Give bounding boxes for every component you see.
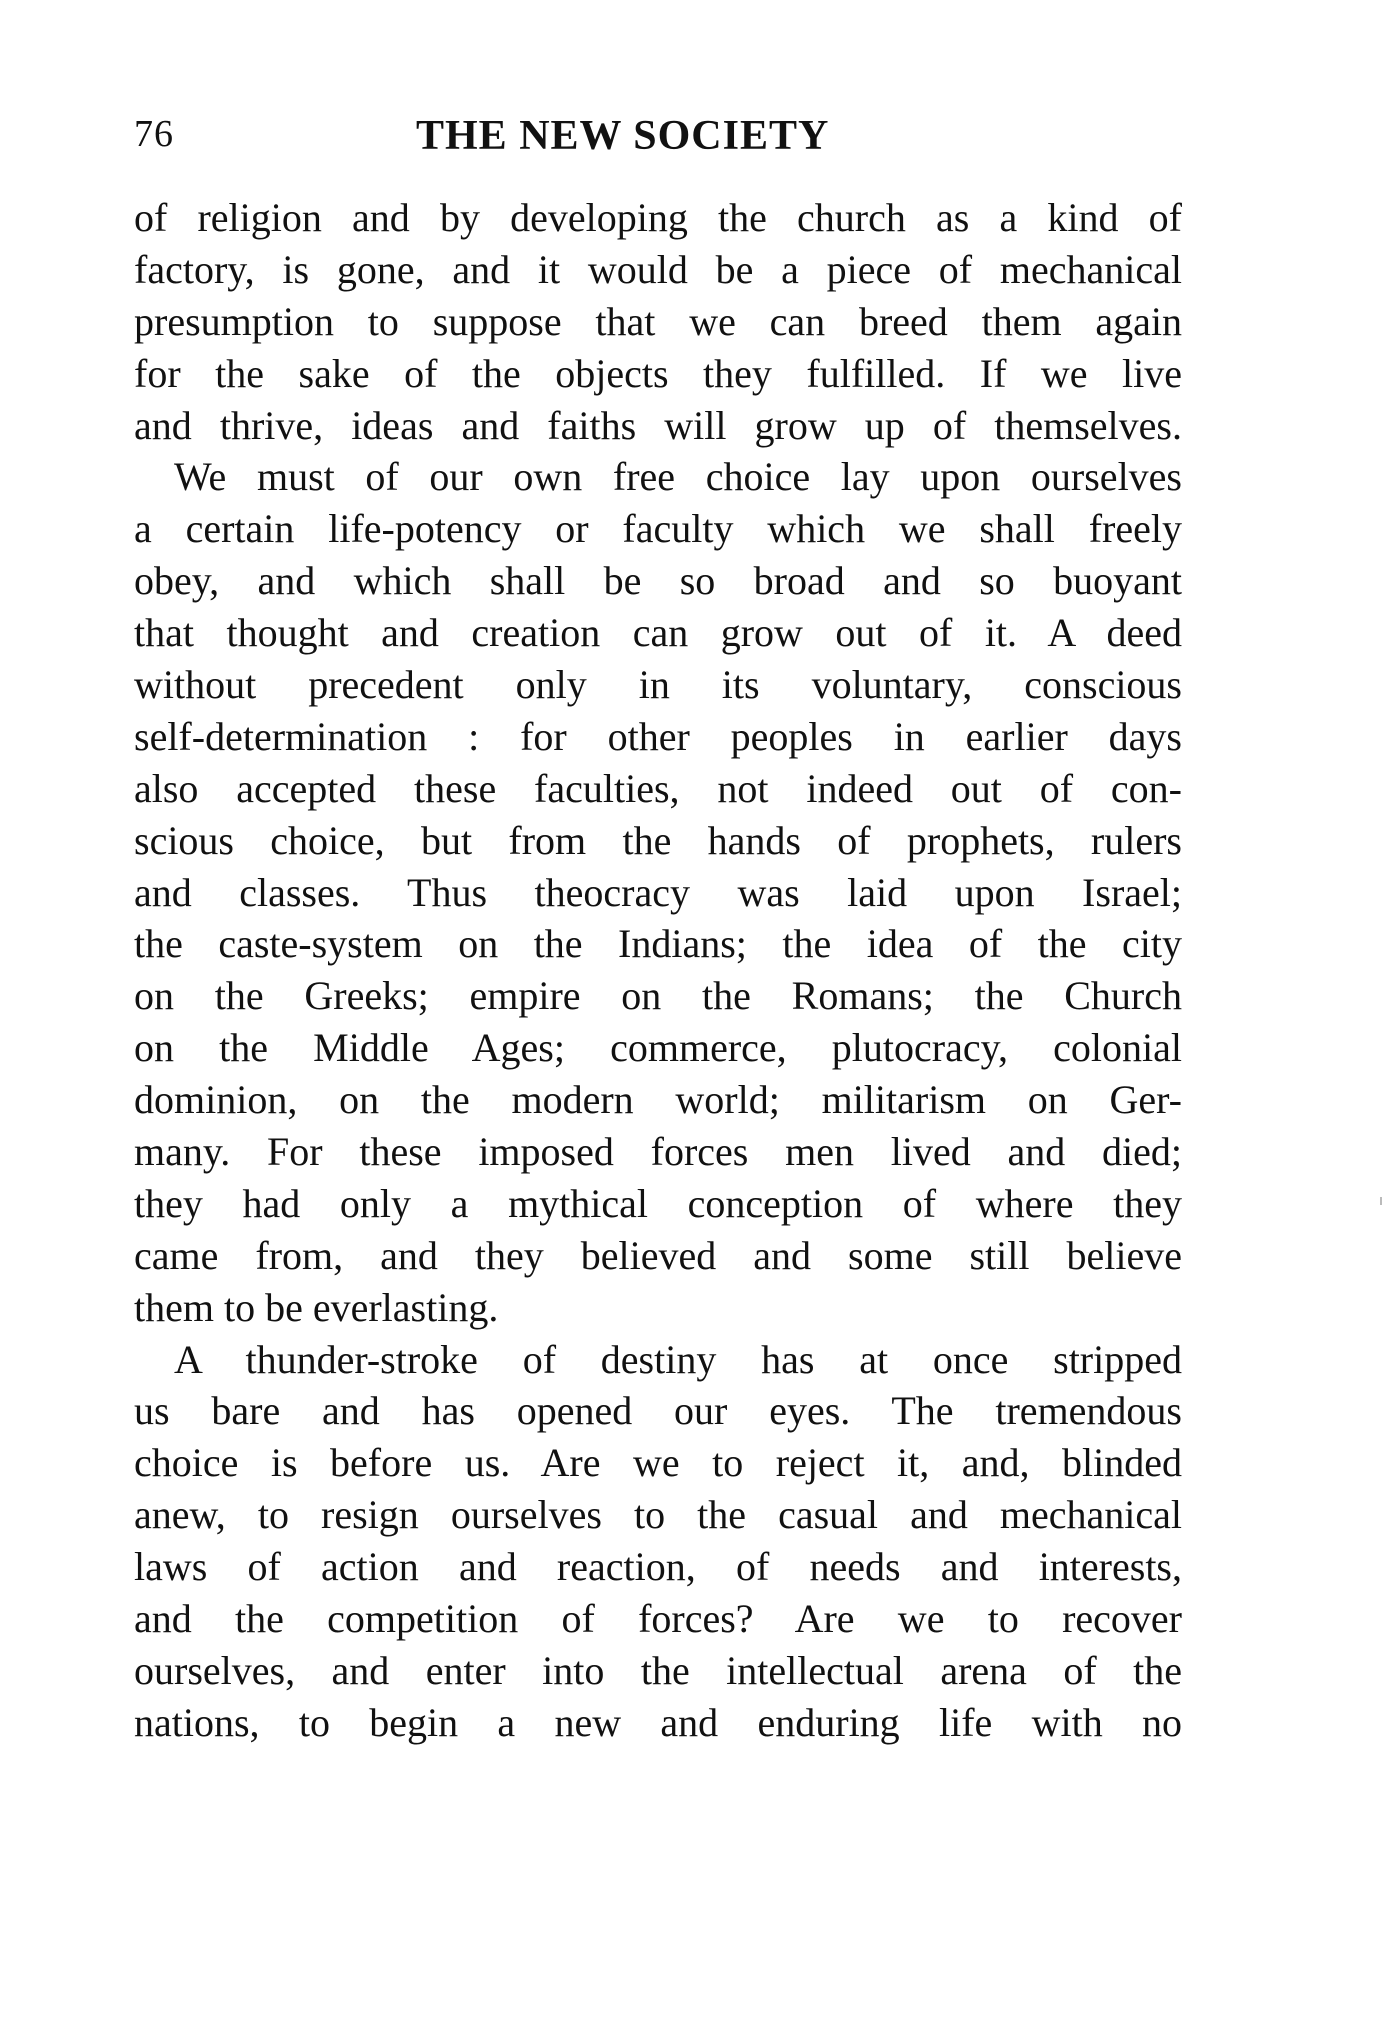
text-line: presumption to suppose that we can breed them again [134,298,1182,344]
page-number: 76 [134,113,174,155]
text-line: factory, is gone, and it would be a piece of mechanical [134,246,1182,292]
text-line: and the competition of forces? Are we to recover [134,1596,1182,1642]
text-line: A thunder-stroke of destiny has at once stripped [174,1336,1182,1382]
text-line: on the Middle Ages; commerce, plutocracy, colonial [134,1025,1182,1071]
text-line: on the Greeks; empire on the Romans; the Church [134,973,1182,1019]
text-line: that thought and creation can grow out of it. A deed [134,610,1182,656]
text-line: the caste-system on the Indians; the idea of the city [134,921,1182,967]
text-line: came from, and they believed and some still believe [134,1232,1182,1278]
text-line: many. For these imposed forces men lived and died; [134,1129,1182,1175]
text-line: ourselves, and enter into the intellectual arena of the [134,1647,1182,1693]
text-line: choice is before us. Are we to reject it, and, blinded [134,1440,1182,1486]
text-line: and classes. Thus theocracy was laid upon Israel; [134,869,1182,915]
text-line: also accepted these faculties, not indeed out of con- [134,765,1182,811]
text-line: anew, to resign ourselves to the casual and mechanical [134,1492,1182,1538]
text-line: a certain life-potency or faculty which we shall freely [134,506,1182,552]
text-line: laws of action and reaction, of needs and interests, [134,1544,1182,1590]
text-line: them to be everlasting. [134,1284,499,1330]
text-line: nations, to begin a new and enduring life with no [134,1699,1182,1745]
text-line: obey, and which shall be so broad and so buoyant [134,558,1182,604]
text-line: they had only a mythical conception of where they [134,1180,1182,1226]
running-title: THE NEW SOCIETY [416,113,830,159]
text-line: self-determination : for other peoples in earlier days [134,713,1182,759]
text-line: of religion and by developing the church as a kind of [134,195,1182,240]
text-line: and thrive, ideas and faiths will grow up of themselves. [134,402,1182,448]
margin-mark [1380,1197,1382,1205]
page-header [134,112,1184,172]
text-line: us bare and has opened our eyes. The tremendous [134,1388,1182,1434]
text-line: scious choice, but from the hands of prophets, rulers [134,817,1182,863]
text-line: We must of our own free choice lay upon ourselves [174,454,1182,500]
body-text [134,192,1182,1749]
text-line: dominion, on the modern world; militarism on Ger- [134,1077,1182,1123]
text-line: without precedent only in its voluntary, conscious [134,662,1182,708]
text-line: for the sake of the objects they fulfilled. If we live [134,350,1182,396]
